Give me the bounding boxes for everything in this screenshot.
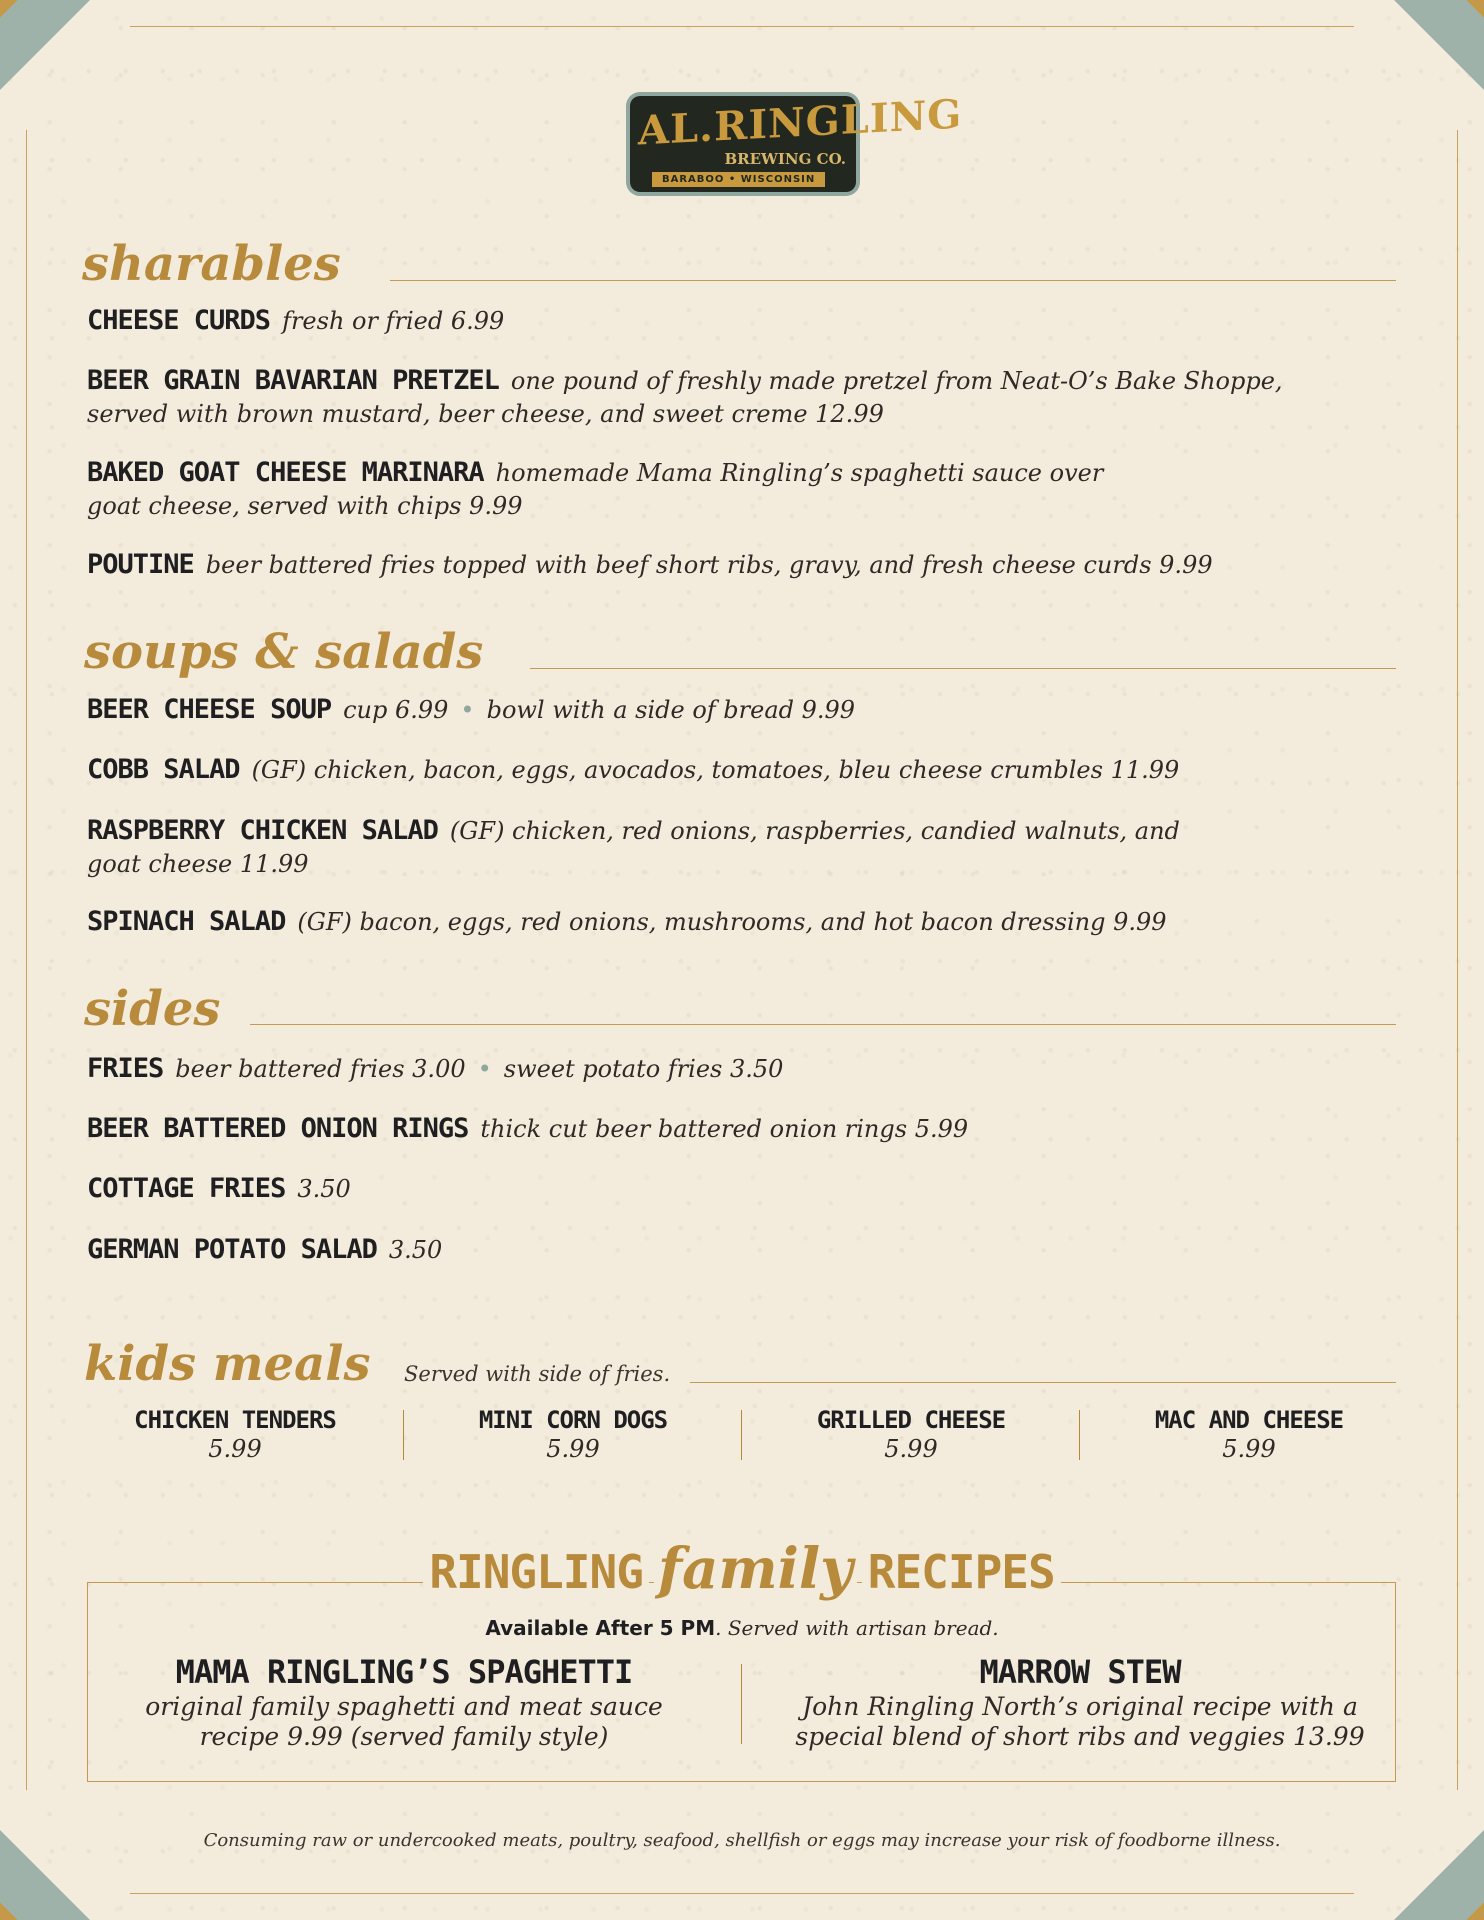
kids-item [766,1406,1056,1464]
section-title-kids-meals: kids meals [84,1336,371,1392]
menu-item [87,755,1397,788]
section-rule [390,280,1396,281]
availability-time: Available After 5 PM [485,1616,716,1640]
kids-note: Served with side of fries. [404,1362,671,1386]
family-title-left: RINGLING [423,1545,649,1599]
bullet-separator: • [477,1055,492,1083]
item-desc: cup 6.99 [343,696,449,724]
item-desc-line2: served with brown mustard, beer cheese, and sweet creme 12.99 [87,400,884,428]
item-name: COBB SALAD [87,754,240,785]
item-name: SPINACH SALAD [87,906,286,937]
recipe-name: MAMA RINGLING’S SPAGHETTI [175,1653,633,1691]
recipe-item [780,1652,1380,1752]
item-name: CHEESE CURDS [87,305,271,336]
availability-bread: . Served with artisan bread. [715,1616,999,1640]
item-desc: 3.50 [388,1236,443,1264]
family-title-script: family [654,1536,857,1602]
column-divider [1079,1410,1080,1460]
menu-item [87,907,1397,940]
section-rule [250,1024,1396,1025]
kids-item-name: CHICKEN TENDERS [134,1406,336,1434]
item-desc-line2: goat cheese, served with chips 9.99 [87,492,523,520]
item-desc: beer battered fries topped with beef short ribs, gravy, and fresh cheese curds 9.99 [205,551,1213,579]
kids-item [1104,1406,1394,1464]
menu-item [87,1114,1397,1147]
kids-item-name: GRILLED CHEESE [816,1406,1006,1434]
availability-note [0,1616,1484,1640]
menu-item [87,550,1397,583]
section-rule [530,668,1396,669]
item-desc: beer battered fries 3.00 [175,1055,466,1083]
item-name: BAKED GOAT CHEESE MARINARA [87,457,484,488]
recipe-name: MARROW STEW [979,1653,1181,1691]
kids-item-price: 5.99 [208,1435,262,1463]
brewery-logo [612,78,963,220]
item-name: COTTAGE FRIES [87,1173,286,1204]
kids-item-price: 5.99 [884,1435,938,1463]
family-title-right: RECIPES [862,1545,1061,1599]
item-name: BEER BATTERED ONION RINGS [87,1113,469,1144]
menu-item [87,458,1397,521]
item-desc: (GF) chicken, bacon, eggs, avocados, tomatoes, bleu cheese crumbles 11.99 [251,756,1180,784]
item-desc: thick cut beer battered onion rings 5.99 [480,1115,969,1143]
recipe-item [104,1652,704,1752]
kids-item [428,1406,718,1464]
item-desc: 3.50 [297,1175,351,1203]
section-title-sharables: sharables [82,236,341,292]
item-desc: sweet potato fries 3.50 [503,1055,784,1083]
logo-name: AL.RINGLING [638,90,963,155]
item-name: RASPBERRY CHICKEN SALAD [87,815,438,846]
column-divider [403,1410,404,1460]
menu-item [87,306,1397,339]
recipe-desc-line1: John Ringling North’s original recipe with a [802,1692,1358,1721]
menu-item [87,695,1397,728]
kids-item-name: MINI CORN DOGS [478,1406,668,1434]
kids-item-price: 5.99 [1222,1435,1276,1463]
item-name: BEER GRAIN BAVARIAN PRETZEL [87,365,499,396]
section-title-sides: sides [84,981,221,1037]
item-desc: (GF) chicken, red onions, raspberries, candied walnuts, and [449,817,1180,845]
kids-item-price: 5.99 [546,1435,600,1463]
section-rule [690,1382,1396,1383]
column-divider [741,1410,742,1460]
item-desc: bowl with a side of bread 9.99 [486,696,856,724]
logo-location: BARABOO • WISCONSIN [652,172,825,187]
bullet-separator: • [460,696,475,724]
recipe-desc-line1: original family spaghetti and meat sauce [145,1692,663,1721]
recipe-desc-line2: recipe 9.99 (served family style) [199,1722,609,1751]
health-disclaimer: Consuming raw or undercooked meats, poultry, seafood, shellfish or eggs may increase your risk of foodborne illness. [203,1830,1281,1851]
menu-item [87,816,1397,879]
item-name: POUTINE [87,549,194,580]
item-desc: one pound of freshly made pretzel from Neat-O’s Bake Shoppe, [510,367,1283,395]
kids-item [90,1406,380,1464]
menu-item [87,366,1397,429]
kids-item-name: MAC AND CHEESE [1154,1406,1344,1434]
section-title-soups-salads: soups & salads [84,624,484,680]
recipe-desc-line2: special blend of short ribs and veggies 13.99 [795,1722,1365,1751]
item-desc: homemade Mama Ringling’s spaghetti sauce over [495,459,1104,487]
item-desc: fresh or fried 6.99 [282,307,505,335]
item-name: GERMAN POTATO SALAD [87,1234,377,1265]
family-recipes-title [0,1536,1484,1602]
item-name: BEER CHEESE SOUP [87,694,332,725]
item-desc: (GF) bacon, eggs, red onions, mushrooms, and hot bacon dressing 9.99 [297,908,1167,936]
column-divider [741,1664,742,1744]
menu-item [87,1235,1397,1268]
item-desc-line2: goat cheese 11.99 [87,850,309,878]
item-name: FRIES [87,1053,164,1084]
menu-item [87,1054,1397,1087]
menu-item [87,1174,1397,1207]
logo-subtitle: BREWING CO. [724,150,846,168]
